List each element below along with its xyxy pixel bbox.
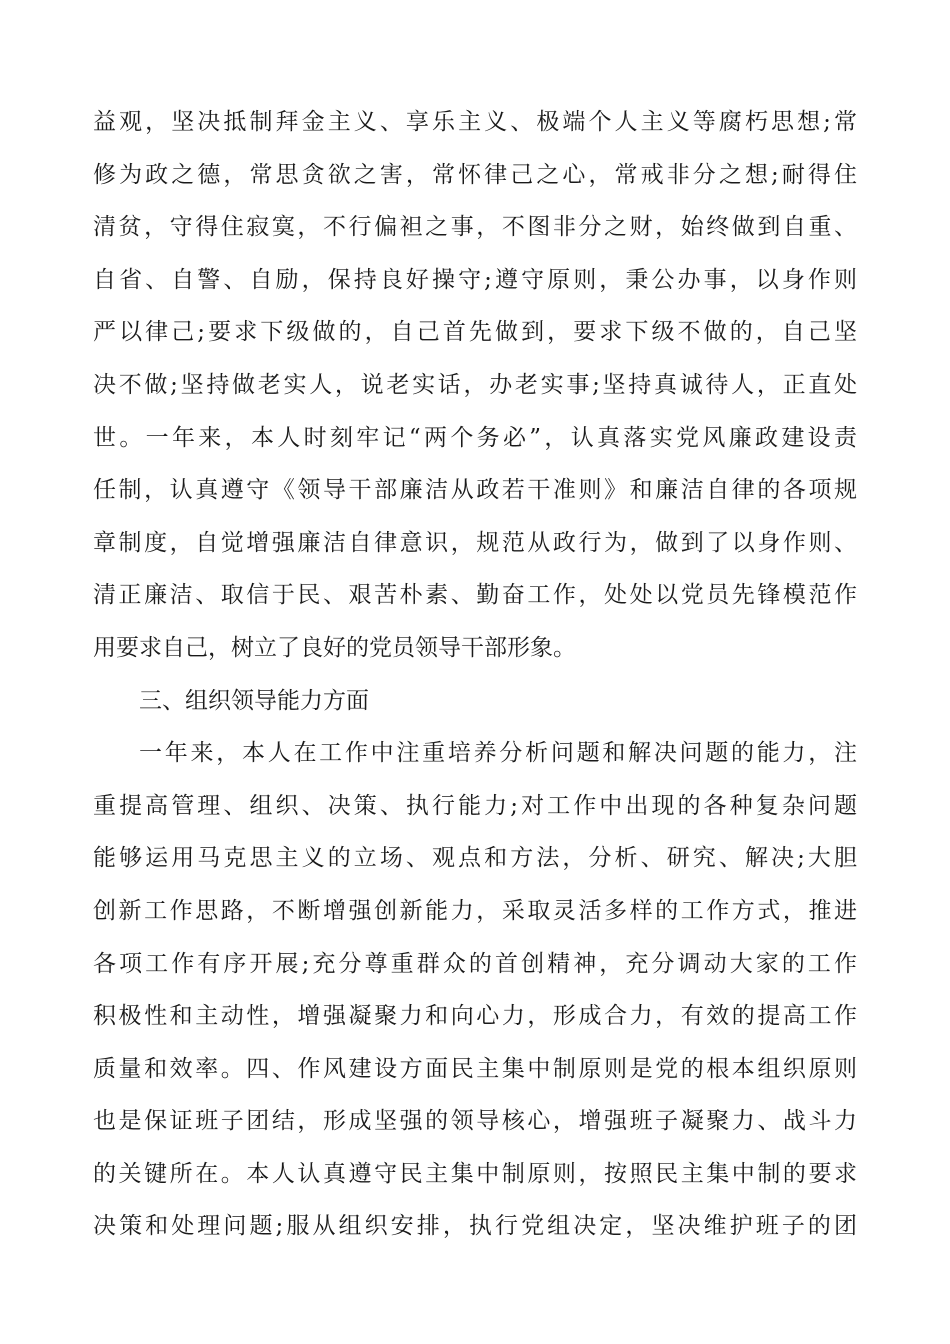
text-line: 决不做;坚持做老实人，说老实话，办老实事;坚持真诚待人，正直处: [93, 371, 857, 398]
text-line: 用要求自己，树立了良好的党员领导干部形象。: [93, 634, 576, 661]
text-line: 一年来，本人在工作中注重培养分析问题和解决问题的能力，注: [139, 740, 857, 767]
text-line: 决策和处理问题;服从组织安排，执行党组决定，坚决维护班子的团: [93, 1213, 857, 1240]
text-line: 重提高管理、组织、决策、执行能力;对工作中出现的各种复杂问题: [93, 792, 857, 819]
text-line: 积极性和主动性，增强凝聚力和向心力，形成合力，有效的提高工作: [93, 1003, 857, 1030]
text-line: 的关键所在。本人认真遵守民主集中制原则，按照民主集中制的要求: [93, 1160, 857, 1187]
text-line: 也是保证班子团结，形成坚强的领导核心，增强班子凝聚力、战斗力: [93, 1108, 857, 1135]
text-line: 清正廉洁、取信于民、艰苦朴素、勤奋工作，处处以党员先锋模范作: [93, 582, 857, 609]
text-line: 质量和效率。四、作风建设方面民主集中制原则是党的根本组织原则: [93, 1055, 857, 1082]
text-line: 自省、自警、自励，保持良好操守;遵守原则，秉公办事，以身作则: [93, 266, 857, 293]
text-line: 益观，坚决抵制拜金主义、享乐主义、极端个人主义等腐朽思想;常: [93, 109, 857, 135]
text-line: 修为政之德，常思贪欲之害，常怀律己之心，常戒非分之想;耐得住: [93, 161, 857, 188]
text-line: 能够运用马克思主义的立场、观点和方法，分析、研究、解决;大胆: [93, 845, 857, 872]
text-line: 任制，认真遵守《领导干部廉洁从政若干准则》和廉洁自律的各项规: [93, 477, 857, 504]
text-line: 各项工作有序开展;充分尊重群众的首创精神，充分调动大家的工作: [93, 950, 857, 977]
text-line: 严以律己;要求下级做的，自己首先做到，要求下级不做的，自己坚: [93, 319, 857, 346]
text-line: 章制度，自觉增强廉洁自律意识，规范从政行为，做到了以身作则、: [93, 529, 857, 556]
document-body: [93, 96, 857, 1253]
text-line: 世。一年来，本人时刻牢记“两个务必”，认真落实党风廉政建设责: [93, 424, 857, 451]
section-heading: 三、组织领导能力方面: [139, 687, 369, 714]
text-line: 创新工作思路，不断增强创新能力，采取灵活多样的工作方式，推进: [93, 897, 857, 924]
text-line: 清贫，守得住寂寞，不行偏袒之事，不图非分之财，始终做到自重、: [93, 214, 857, 241]
